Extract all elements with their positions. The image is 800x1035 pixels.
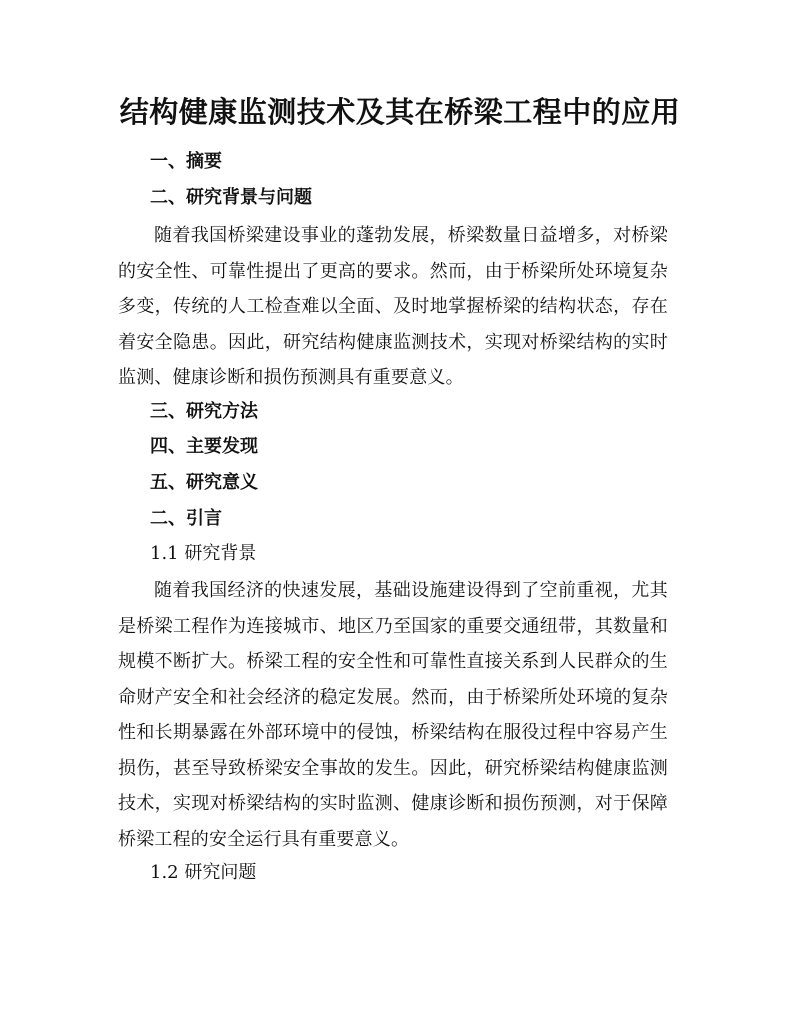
heading-abstract: 一、摘要 [150, 151, 222, 172]
heading-introduction: 二、引言 [150, 508, 222, 529]
heading-significance: 五、研究意义 [150, 472, 258, 493]
heading-methods: 三、研究方法 [150, 401, 258, 422]
paragraph-research-background: 随着我国经济的快速发展，基础设施建设得到了空前重视，尤其是桥梁工程作为连接城市、地区乃至国家的重要交通纽带，其数量和规模不断扩大。桥梁工程的安全性和可靠性直接关系到人民群众的生命财产安全和社会经济的稳定发展。然而，由于桥梁所处环境的复杂性和长期暴露在外部环境中的侵蚀，桥梁结构在服役过程中容易产生损伤，甚至导致桥梁安全事故的发生。因此，研究桥梁结构健康监测技术，实现对桥梁结构的实时监测、健康诊断和损伤预测，对于保障桥梁工程的安全运行具有重要意义。 [118, 580, 668, 850]
heading-background-problem: 二、研究背景与问题 [150, 187, 312, 208]
subheading-research-background: 1.1 研究背景 [150, 543, 257, 564]
subheading-research-problem: 1.2 研究问题 [150, 862, 257, 883]
document-title: 结构健康监测技术及其在桥梁工程中的应用 [119, 95, 681, 129]
heading-findings: 四、主要发现 [150, 436, 258, 457]
paragraph-background-problem: 随着我国桥梁建设事业的蓬勃发展，桥梁数量日益增多，对桥梁的安全性、可靠性提出了更高的要求。然而，由于桥梁所处环境复杂多变，传统的人工检查难以全面、及时地掌握桥梁的结构状态，存在着安全隐患。因此，研究结构健康监测技术，实现对桥梁结构的实时监测、健康诊断和损伤预测具有重要意义。 [118, 225, 668, 388]
